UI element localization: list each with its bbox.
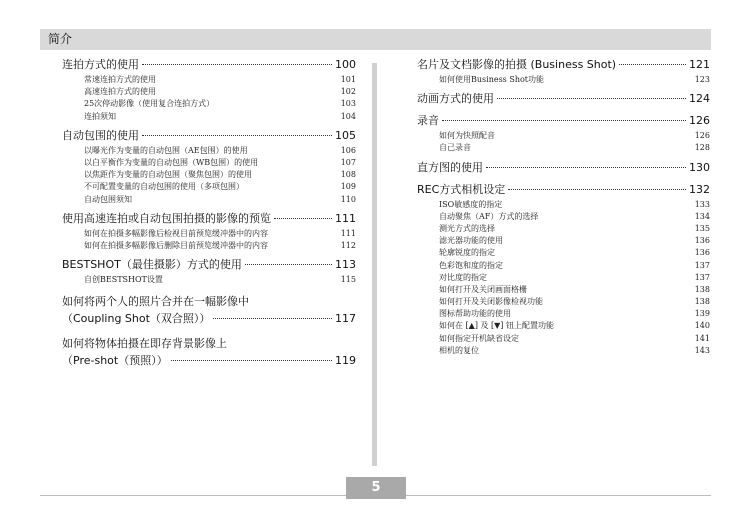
toc-subentry-page: 133 [694,199,710,209]
toc-subentry-row[interactable] [62,157,356,169]
toc-subentry-row[interactable] [62,181,356,193]
toc-entry-page: 100 [335,58,356,71]
toc-subentry-page: 138 [694,284,710,294]
toc-entry [417,90,710,108]
toc-subentry-row[interactable] [417,296,710,308]
toc-subentry-title[interactable]: 图标帮助功能的使用 [439,309,511,319]
toc-entry-title[interactable]: （Coupling Shot（双合照）） [62,312,211,326]
toc-entry-row[interactable] [62,210,356,228]
toc-subentry-page: 128 [694,143,710,153]
toc-subentry-title[interactable]: 25次停动影像（使用复合连拍方式） [84,99,215,109]
toc-subentry-title[interactable]: 自动包围须知 [84,194,132,204]
toc-entry-row[interactable] [417,181,710,199]
toc-subentry-title[interactable]: 如何打开及关闭画面格栅 [439,284,527,294]
toc-entry [62,294,356,328]
toc-subentry-page: 143 [694,345,710,355]
toc-subentry-page: 106 [340,145,356,155]
toc-subentry-title[interactable]: 如何使用Business Shot功能 [439,75,544,84]
toc-subentry-title[interactable]: 色彩饱和度的指定 [439,260,503,270]
toc-entry-page: 121 [689,58,710,71]
toc-entry [417,159,710,177]
toc-subentry-row[interactable] [62,169,356,181]
toc-subentry-row[interactable] [417,235,710,247]
toc-subentry-title[interactable]: 滤光器功能的使用 [439,236,503,246]
toc-subentry-page: 126 [694,131,710,141]
toc-subentry-title[interactable]: 以曝光作为变量的自动包围（AE包围）的使用 [84,145,248,155]
toc-entry [417,112,710,154]
toc-entry-title[interactable]: 自动包围的使用 [62,128,139,142]
toc-subentry-row[interactable] [62,86,356,98]
toc-subentry-page: 140 [694,321,710,331]
section-header-bar [40,29,711,50]
toc-entry-page: 126 [689,114,710,128]
dot-leader [274,218,332,219]
dot-leader [142,64,332,65]
toc-entry-title[interactable]: 录音 [417,114,439,128]
toc-subentry-row[interactable] [417,142,710,154]
section-title: 简介 [48,32,73,46]
toc-entry-page: 132 [689,182,710,196]
toc-subentry-title[interactable]: 相机的复位 [439,345,479,355]
toc-subentry-row[interactable] [417,211,710,223]
toc-subentry-page: 115 [340,275,356,285]
toc-subentry-page: 137 [694,272,710,282]
toc-subentry-row[interactable] [417,247,710,259]
toc-subentry-title[interactable]: 对比度的指定 [439,272,487,282]
toc-entry [62,56,356,123]
toc-subentry-title[interactable]: 如何在 [▲] 及 [▼] 钮上配置功能 [439,321,554,331]
toc-entry-page: 130 [689,160,710,174]
toc-subentry-row[interactable] [417,130,710,142]
toc-subentry-title[interactable]: 自创BESTSHOT设置 [84,275,163,285]
toc-entry-title[interactable]: REC方式相机设定 [417,182,506,196]
toc-subentry-title[interactable]: 以焦距作为变量的自动包围（聚焦包围）的使用 [84,170,252,180]
toc-subentry-title[interactable]: 自动聚焦（AF）方式的选择 [439,211,539,221]
dot-leader [142,135,332,136]
toc-subentry-page: 110 [340,194,356,204]
toc-entry-page: 124 [689,92,710,106]
toc-entry-page: 117 [335,312,356,326]
dot-leader [442,120,686,121]
toc-subentry-row[interactable] [417,223,710,235]
toc-entry-title[interactable]: （Pre-shot（预照）） [62,354,168,368]
toc-subentry-page: 135 [694,223,710,233]
toc-subentry-row[interactable] [62,98,356,110]
toc-subentry-row[interactable] [62,145,356,157]
toc-entry-title[interactable]: 直方图的使用 [417,160,483,174]
toc-subentry-title[interactable]: 自己录音 [439,143,471,153]
dot-leader [619,64,686,65]
dot-leader [486,167,686,168]
toc-entry-title[interactable]: 使用高速连拍或自动包围拍摄的影像的预览 [62,211,271,225]
toc-subentry-row[interactable] [417,199,710,211]
toc-entry-title[interactable]: 名片及文档影像的拍摄 (Business Shot) [417,58,617,71]
dot-leader [245,264,332,265]
toc-entry-page: 105 [335,128,356,142]
toc-entry-row[interactable] [62,127,356,145]
toc-entry-row[interactable] [62,56,356,74]
toc-subentry-title[interactable]: 以白平衡作为变量的自动包围（WB包围）的使用 [84,157,259,167]
dot-leader [171,360,332,361]
toc-entry-page: 119 [335,354,356,368]
toc-subentry-title[interactable]: 不可配置变量的自动包围的使用（多项包围） [84,182,244,192]
toc-subentry-page: 101 [340,75,356,84]
toc-subentry-page: 104 [340,111,356,121]
toc-subentry-title[interactable]: 测光方式的选择 [439,223,495,233]
toc-entry-row[interactable] [417,90,710,108]
toc-entry [62,256,356,286]
toc-entry-page: 113 [335,258,356,272]
toc-subentry-page: 137 [694,260,710,270]
dot-leader [508,189,686,190]
toc-entry-title-line[interactable]: 如何将两个人的照片合并在一幅影像中 [62,295,249,309]
toc-subentry-page: 108 [340,170,356,180]
toc-subentry-page: 109 [340,182,356,192]
toc-entry-title[interactable]: BESTSHOT（最佳摄影）方式的使用 [62,258,242,272]
toc-subentry-title[interactable]: 如何在拍摄多幅影像后删除目前预览缓冲器中的内容 [84,240,268,250]
toc-subentry-title[interactable]: 如何指定开机缺省设定 [439,333,519,343]
toc-subentry-title[interactable]: 轮廓锐度的指定 [439,248,495,258]
toc-entry-row[interactable] [417,112,710,130]
toc-subentry-row[interactable] [417,308,710,320]
toc-subentry-page: 123 [694,75,710,84]
column-divider [372,63,377,466]
toc-subentry-title[interactable]: 如何打开及关闭影像检视功能 [439,297,543,307]
toc-entry [62,127,356,206]
toc-subentry-row[interactable] [62,74,356,86]
toc-entry-row[interactable] [62,352,356,370]
toc-subentry-page: 111 [340,228,356,238]
toc-subentry-title[interactable]: 如何为快照配音 [439,131,495,141]
toc-entry-title[interactable]: 连拍方式的使用 [62,58,139,71]
toc-subentry-page: 134 [694,211,710,221]
toc-subentry-row[interactable] [62,111,356,123]
toc-subentry-page: 102 [340,87,356,97]
toc-entry [417,181,710,357]
dot-leader [213,318,332,319]
toc-subentry-row[interactable] [417,333,710,345]
toc-subentry-title[interactable]: 如何在拍摄多幅影像后检视目前预览缓冲器中的内容 [84,228,268,238]
toc-subentry-row[interactable] [417,345,710,357]
toc-subentry-title[interactable]: 常速连拍方式的使用 [84,75,156,84]
toc-subentry-row[interactable] [62,240,356,252]
toc-subentry-row[interactable] [417,320,710,332]
toc-subentry-page: 112 [340,240,356,250]
dot-leader [497,98,686,99]
toc-subentry-page: 136 [694,248,710,258]
toc-subentry-row[interactable] [417,260,710,272]
toc-entry [417,56,710,86]
toc-entry [62,210,356,252]
toc-entry-row[interactable] [62,256,356,274]
toc-subentry-page: 103 [340,99,356,109]
page-number: 5 [346,477,406,499]
toc-subentry-title[interactable]: ISO敏感度的指定 [439,199,503,209]
toc-subentry-page: 141 [694,333,710,343]
toc-entry [62,336,356,370]
toc-subentry-title[interactable]: 高速连拍方式的使用 [84,87,156,97]
toc-subentry-row[interactable] [417,74,710,86]
toc-entry-page: 111 [335,211,356,225]
toc-entry-row[interactable] [62,310,356,328]
toc-entry-title[interactable]: 动画方式的使用 [417,92,494,106]
toc-subentry-row[interactable] [417,272,710,284]
toc-subentry-page: 138 [694,297,710,307]
toc-subentry-row[interactable] [417,284,710,296]
toc-entry-row[interactable] [417,159,710,177]
toc-entry-title-line[interactable]: 如何将物体拍摄在即存背景影像上 [62,337,227,351]
toc-entry-row[interactable] [417,56,710,74]
toc-left-column [62,56,356,370]
toc-subentry-row[interactable] [62,194,356,206]
toc-subentry-row[interactable] [62,274,356,286]
toc-subentry-page: 107 [340,157,356,167]
toc-right-column [417,56,710,357]
toc-subentry-title[interactable]: 连拍须知 [84,111,116,121]
toc-subentry-page: 139 [694,309,710,319]
toc-subentry-page: 136 [694,236,710,246]
toc-subentry-row[interactable] [62,228,356,240]
